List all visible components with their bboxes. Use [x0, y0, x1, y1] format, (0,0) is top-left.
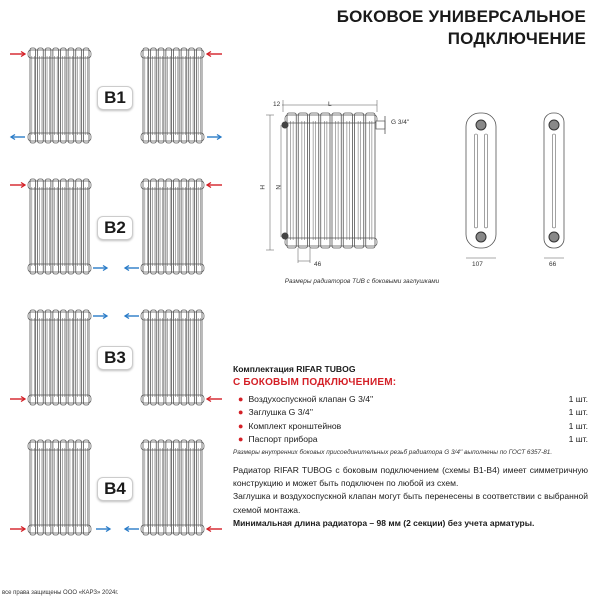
radiator-column — [196, 310, 202, 405]
radiator — [285, 113, 377, 248]
page-title: БОКОВОЕ УНИВЕРСАЛЬНОЕ ПОДКЛЮЧЕНИЕ — [336, 7, 586, 48]
drawing-caption: Размеры радиаторов TUB с боковыми заглушками — [284, 278, 440, 285]
flow-arrow-icon — [207, 397, 222, 402]
radiator-column — [83, 310, 89, 405]
radiator-column — [181, 440, 187, 535]
radiator — [141, 310, 204, 405]
kit-item: ● Паспорт прибора 1 шт. — [238, 434, 588, 445]
radiator-column — [61, 440, 67, 535]
radiator-column — [30, 310, 36, 405]
radiator-column — [321, 113, 330, 248]
bullet-icon: ● — [238, 434, 244, 445]
scheme-label-b1: B1 — [97, 86, 133, 110]
radiator-column — [53, 440, 59, 535]
bullet-icon: ● — [238, 407, 244, 418]
flow-arrow-icon — [96, 527, 110, 532]
radiator — [141, 440, 204, 535]
flow-arrow-icon — [93, 314, 107, 319]
radiator-column — [151, 440, 157, 535]
dim-height: H — [258, 185, 265, 190]
radiator-column — [174, 440, 180, 535]
scheme-label-b4: B4 — [97, 477, 133, 501]
dim-depth-2col: 66 — [549, 261, 557, 268]
radiator-column — [68, 440, 74, 535]
radiator-column — [298, 113, 307, 248]
flow-arrow-icon — [10, 397, 25, 402]
flow-arrow-icon — [10, 527, 25, 532]
radiator-column — [158, 310, 164, 405]
flow-arrow-icon — [207, 527, 222, 532]
scheme-label-b2: B2 — [97, 216, 133, 240]
dim-pitch: 46 — [314, 261, 322, 268]
radiator-column — [76, 310, 82, 405]
kit-section — [233, 364, 588, 456]
kit-subheading: С БОКОВЫМ ПОДКЛЮЧЕНИЕМ: — [233, 377, 397, 388]
radiator-column — [174, 310, 180, 405]
dim-offset: 12 — [273, 101, 281, 108]
dim-thread: G 3/4'' — [391, 119, 410, 126]
air-valve-icon — [282, 122, 289, 129]
radiator-column — [38, 440, 44, 535]
radiator-column — [355, 113, 364, 248]
radiator-column — [166, 310, 172, 405]
flow-arrow-icon — [125, 314, 139, 319]
radiator-column — [181, 310, 187, 405]
description: Радиатор RIFAR TUBOG с боковым подключением (схемы B1-B4) имеет симметричную конструкцию и может быть подключен по любой из схем. Заглушка и воздухоспускной клапан могут быть перенесены в соответствии с выбранной схемой монтажа. Минимальная длина радиатора – 98 мм (2 секции) без учета арматуры. — [233, 465, 588, 528]
port-bottom-icon — [549, 232, 559, 242]
radiator-column — [287, 113, 296, 248]
radiator-column — [166, 440, 172, 535]
kit-heading: Комплектация RIFAR TUBOG — [233, 364, 356, 374]
radiator-column — [30, 440, 36, 535]
radiator-column — [332, 113, 341, 248]
connection-nipple — [376, 121, 385, 129]
radiator-column — [76, 440, 82, 535]
bullet-icon: ● — [238, 420, 244, 431]
side-view — [466, 113, 496, 258]
radiator-column — [143, 310, 149, 405]
port-top-icon — [476, 120, 486, 130]
radiator-column — [45, 310, 51, 405]
bullet-icon: ● — [238, 393, 244, 404]
radiator-column — [189, 310, 195, 405]
kit-item: ● Комплект кронштейнов 1 шт. — [238, 420, 588, 431]
radiator — [28, 440, 91, 535]
plug-icon — [282, 233, 289, 240]
radiator-column — [38, 310, 44, 405]
kit-note: Размеры внутренних боковых присоединительных резьб радиатора G 3/4'' выполнены по ГОСТ 6357-81. — [233, 449, 553, 456]
radiator-column — [143, 440, 149, 535]
radiator-column — [68, 310, 74, 405]
radiator-column — [45, 440, 51, 535]
radiator-column — [83, 440, 89, 535]
kit-item: ● Заглушка G 3/4'' 1 шт. — [238, 407, 588, 418]
radiator-column — [53, 310, 59, 405]
radiator-column — [310, 113, 319, 248]
radiator-column — [189, 440, 195, 535]
radiator-column — [196, 440, 202, 535]
dim-axis: N — [274, 185, 281, 190]
dim-length: L — [328, 101, 332, 108]
port-bottom-icon — [476, 232, 486, 242]
scheme-label-b3: B3 — [97, 346, 133, 370]
radiator-column — [151, 310, 157, 405]
flow-arrow-icon — [125, 527, 139, 532]
port-top-icon — [549, 120, 559, 130]
radiator-column — [61, 310, 67, 405]
radiator-column — [158, 440, 164, 535]
radiator-column — [366, 113, 375, 248]
kit-item: ● Воздухоспускной клапан G 3/4'' 1 шт. — [238, 393, 588, 404]
radiator-column — [343, 113, 352, 248]
side-view — [544, 113, 564, 258]
dim-depth-3col: 107 — [472, 261, 483, 268]
radiator — [28, 310, 91, 405]
side-outline — [466, 113, 496, 248]
copyright: все права защищены ООО «КАРЗ» 2024г. — [2, 590, 119, 596]
